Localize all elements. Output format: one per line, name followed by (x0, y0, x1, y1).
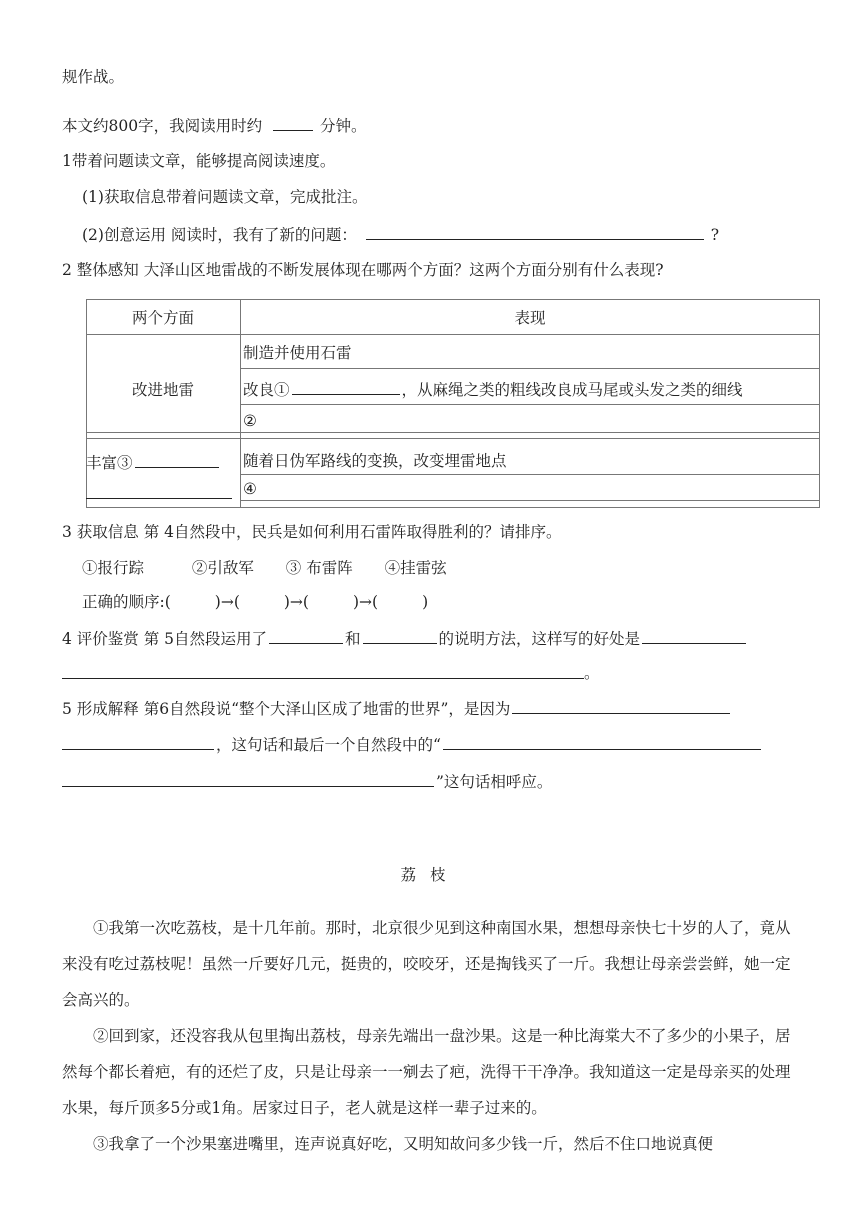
performance-route: 随着日伪军路线的变换，改变埋雷地点 (243, 452, 507, 470)
option-4: ④挂雷弦 (384, 559, 447, 577)
reading-time-suffix: 分钟。 (319, 117, 367, 135)
section-divider (86, 438, 820, 439)
benefit-blank-1[interactable] (642, 627, 746, 644)
echo-blank-1[interactable] (443, 733, 761, 750)
essay-paragraph-2: ②回到家，还没容我从包里掏出荔枝，母亲先端出一盘沙果。这是一种比海棠大不了多少的小果子，居然每个都长着疤，有的还烂了皮，只是让母亲一一剜去了疤，洗得干干净净。我知道这一定是母亲买的处理水果，每斤顶多5分或1角。居家过日子，老人就是这样一辈子过来的。 (62, 1027, 791, 1117)
improve-label: 改良① (243, 381, 290, 399)
question-1-part-1: (1)获取信息带着问题读文章，完成批注。 (82, 188, 368, 206)
order-arrow-1: )→( (214, 593, 240, 611)
question-5-c: ”这句话相呼应。 (436, 773, 553, 791)
row-divider (240, 404, 820, 405)
reading-time-prefix: 本文约800字，我阅读用时约 (62, 117, 263, 135)
question-4 (62, 627, 748, 650)
echo-blank-2[interactable] (62, 770, 434, 787)
question-5-a: 5 形成解释 第6自然段说“整个大泽山区成了地雷的世界”，是因为 (62, 700, 511, 718)
question-4-a: 4 评价鉴赏 第 5自然段运用了 (62, 630, 268, 648)
performance-improve (243, 378, 743, 401)
reason-blank-2[interactable] (62, 733, 214, 750)
question-3-options (82, 557, 447, 579)
row-divider (240, 474, 820, 475)
question-3: 3 获取信息 第 4自然段中，民兵是如何利用石雷阵取得胜利的？请排序。 (62, 523, 562, 541)
question-1-part-2-text: (2)创意运用 阅读时，我有了新的问题： (82, 226, 357, 244)
question-4-end: 。 (584, 664, 600, 682)
order-label: 正确的顺序:( (82, 593, 171, 611)
reading-time-blank[interactable] (273, 114, 313, 131)
order-arrow-3: )→( (352, 593, 379, 611)
question-3-order (82, 591, 428, 613)
option-1: ①报行踪 (82, 559, 145, 577)
reason-blank-1[interactable] (512, 697, 730, 714)
question-5-b: ，这句话和最后一个自然段中的“ (216, 736, 441, 754)
performance-blank-2[interactable]: ② (243, 412, 257, 430)
benefit-blank-2[interactable] (62, 678, 584, 679)
text-line-1: 规作战。 (62, 68, 125, 86)
table-header-aspect: 两个方面 (131, 309, 194, 327)
improve-detail: ，从麻绳之类的粗线改良成马尾或头发之类的细线 (401, 381, 743, 399)
question-1: 1带着问题读文章，能够提高阅读速度。 (62, 152, 336, 170)
question-1-part-2-end: ? (710, 226, 720, 244)
table-header-performance: 表现 (514, 309, 546, 327)
new-question-blank[interactable] (366, 223, 704, 240)
question-4-c: 的说明方法，这样写的好处是 (438, 630, 641, 648)
aspect-improve-mine: 改进地雷 (131, 381, 194, 399)
question-5-line-3 (62, 770, 552, 793)
improve-blank[interactable] (292, 378, 400, 395)
aspect-enrich (86, 451, 221, 474)
table-divider (86, 334, 820, 335)
question-5 (62, 697, 732, 720)
row-divider (240, 500, 820, 501)
order-arrow-2: )→( (283, 593, 309, 611)
row-divider (240, 368, 820, 369)
essay-title: 荔枝 (400, 866, 460, 884)
option-3: ③ 布雷阵 (285, 559, 353, 577)
essay-paragraph-3: ③我拿了一个沙果塞进嘴里，连声说真好吃，又明知故问多少钱一斤，然后不住口地说真便 (93, 1135, 714, 1153)
question-4-b: 和 (345, 630, 361, 648)
enrich-blank-1[interactable] (135, 451, 219, 468)
reading-time-line (62, 114, 366, 137)
question-2: 2 整体感知 大泽山区地雷战的不断发展体现在哪两个方面？这两个方面分别有什么表现? (62, 261, 664, 279)
method-blank-1[interactable] (269, 627, 343, 644)
performance-blank-4[interactable]: ④ (243, 480, 257, 498)
enrich-label: 丰富③ (86, 454, 133, 472)
enrich-blank-2[interactable] (86, 498, 232, 499)
method-blank-2[interactable] (363, 627, 437, 644)
option-2: ②引敌军 (191, 559, 254, 577)
essay-paragraph-1: ①我第一次吃荔枝，是十几年前。那时，北京很少见到这种南国水果，想想母亲快七十岁的人了，竟从来没有吃过荔枝呢！虽然一斤要好几元，挺贵的，咬咬牙，还是掏钱买了一斤。我想让母亲尝尝鲜，她一定会高兴的。 (62, 919, 791, 1009)
order-close: ) (422, 593, 429, 611)
section-divider (86, 432, 820, 433)
performance-stone-mine: 制造并使用石雷 (243, 344, 352, 362)
question-1-part-2 (82, 223, 719, 246)
question-5-line-2 (62, 733, 763, 756)
